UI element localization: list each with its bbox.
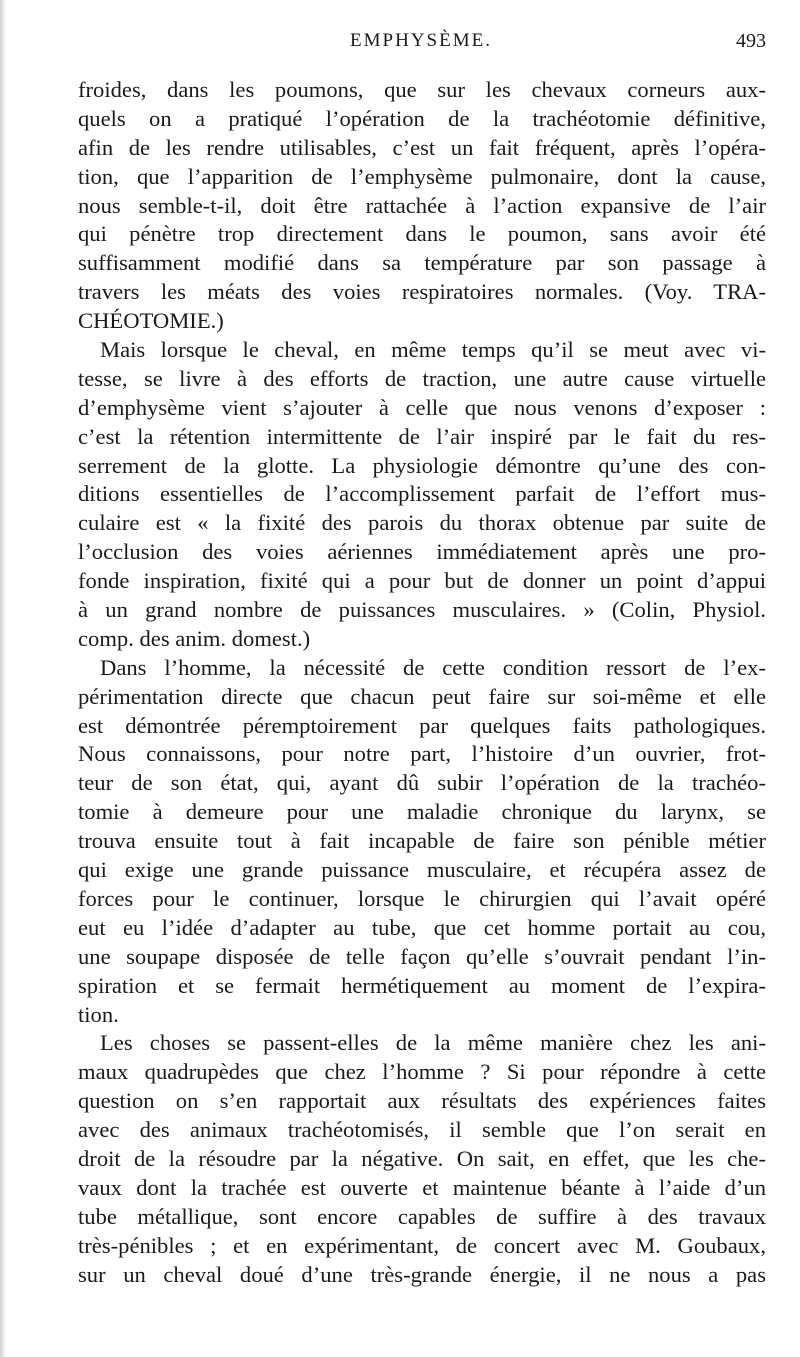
text-line: avec des animaux trachéotomisés, il semble que l’on serait en — [78, 1117, 766, 1143]
page-gutter-shadow — [0, 0, 6, 1357]
text-line: maux quadrupèdes que chez l’homme ? Si pour répondre à cette — [78, 1059, 766, 1085]
text-line: CHÉOTOMIE.) — [78, 308, 224, 334]
text-line: suffisamment modifié dans sa température par son passage à — [78, 250, 766, 276]
text-line: travers les méats des voies respiratoires normales. (Voy. TRA- — [78, 279, 766, 305]
text-line: périmentation directe que chacun peut faire sur soi-même et elle — [78, 683, 766, 709]
text-line: est démontrée péremptoirement par quelques faits pathologiques. — [78, 712, 766, 738]
paragraph-4 — [78, 1029, 766, 1289]
text-line: nous semble-t-il, doit être rattachée à l’action expansive de l’air — [78, 192, 766, 218]
text-line: très-pénibles ; et en expérimentant, de concert avec M. Goubaux, — [78, 1232, 766, 1258]
text-line: froides, dans les poumons, que sur les chevaux corneurs aux- — [78, 77, 766, 102]
text-line: eut eu l’idée d’adapter au tube, que cet homme portait au cou, — [78, 914, 766, 940]
text-line: comp. des anim. domest.) — [78, 625, 311, 651]
paragraph-2 — [78, 336, 766, 654]
text-line: tube métallique, sont encore capables de suffire à des travaux — [78, 1203, 766, 1229]
text-line: fonde inspiration, fixité qui a pour but de donner un point d’appui — [78, 568, 766, 594]
text-line: l’occlusion des voies aériennes immédiatement après une pro- — [78, 539, 766, 565]
text-line: trouva ensuite tout à fait incapable de faire son pénible métier — [78, 828, 766, 854]
text-line: sur un cheval doué d’une très-grande énergie, il ne nous a pas — [78, 1261, 766, 1287]
running-head: EMPHYSÈME. — [350, 30, 492, 51]
text-line: ditions essentielles de l’accomplissement parfait de l’effort mus- — [78, 481, 766, 507]
text-line: tion, que l’apparition de l’emphysème pulmonaire, dont la cause, — [78, 163, 766, 189]
text-line: une soupape disposée de telle façon qu’elle s’ouvrait pendant l’in- — [78, 943, 766, 969]
text-line: Les choses se passent-elles de la même manière chez les ani- — [100, 1030, 766, 1056]
text-line: qui pénètre trop directement dans le poumon, sans avoir été — [78, 221, 766, 247]
text-line: Nous connaissons, pour notre part, l’histoire d’un ouvrier, frot- — [78, 741, 766, 767]
text-line: Mais lorsque le cheval, en même temps qu’il se meut avec vi- — [100, 337, 766, 363]
text-line: vaux dont la trachée est ouverte et maintenue béante à l’aide d’un — [78, 1174, 766, 1200]
text-line: afin de les rendre utilisables, c’est un fait fréquent, après l’opéra- — [78, 134, 766, 160]
text-line: d’emphysème vient s’ajouter à celle que nous venons d’exposer : — [78, 394, 766, 420]
text-line: serrement de la glotte. La physiologie démontre qu’une des con- — [78, 452, 766, 478]
page-number: 493 — [736, 30, 766, 52]
text-line: question on s’en rapportait aux résultats des expériences faites — [78, 1088, 766, 1114]
text-line: qui exige une grande puissance musculaire, et récupéra assez de — [78, 857, 766, 883]
text-line: tion. — [78, 1001, 119, 1027]
text-line: tomie à demeure pour une maladie chronique du larynx, se — [78, 799, 766, 825]
text-line: forces pour le continuer, lorsque le chirurgien qui l’avait opéré — [78, 885, 766, 911]
page-header — [76, 30, 766, 60]
body-text — [78, 76, 766, 1289]
text-line: quels on a pratiqué l’opération de la trachéotomie définitive, — [78, 105, 766, 131]
text-line: teur de son état, qui, ayant dû subir l’opération de la trachéo- — [78, 770, 766, 796]
text-line: Dans l’homme, la nécessité de cette condition ressort de l’ex- — [100, 654, 766, 680]
text-line: tesse, se livre à des efforts de traction, une autre cause virtuelle — [78, 365, 766, 391]
paragraph-3 — [78, 654, 766, 1030]
paragraph-1 — [78, 76, 766, 336]
text-line: droit de la résoudre par la négative. On sait, en effet, que les che- — [78, 1145, 766, 1171]
text-line: culaire est « la fixité des parois du thorax obtenue par suite de — [78, 510, 766, 536]
text-line: à un grand nombre de puissances musculaires. » (Colin, Physiol. — [78, 597, 766, 623]
text-line: spiration et se fermait hermétiquement au moment de l’expira- — [78, 972, 766, 998]
text-line: c’est la rétention intermittente de l’air inspiré par le fait du res- — [78, 423, 766, 449]
